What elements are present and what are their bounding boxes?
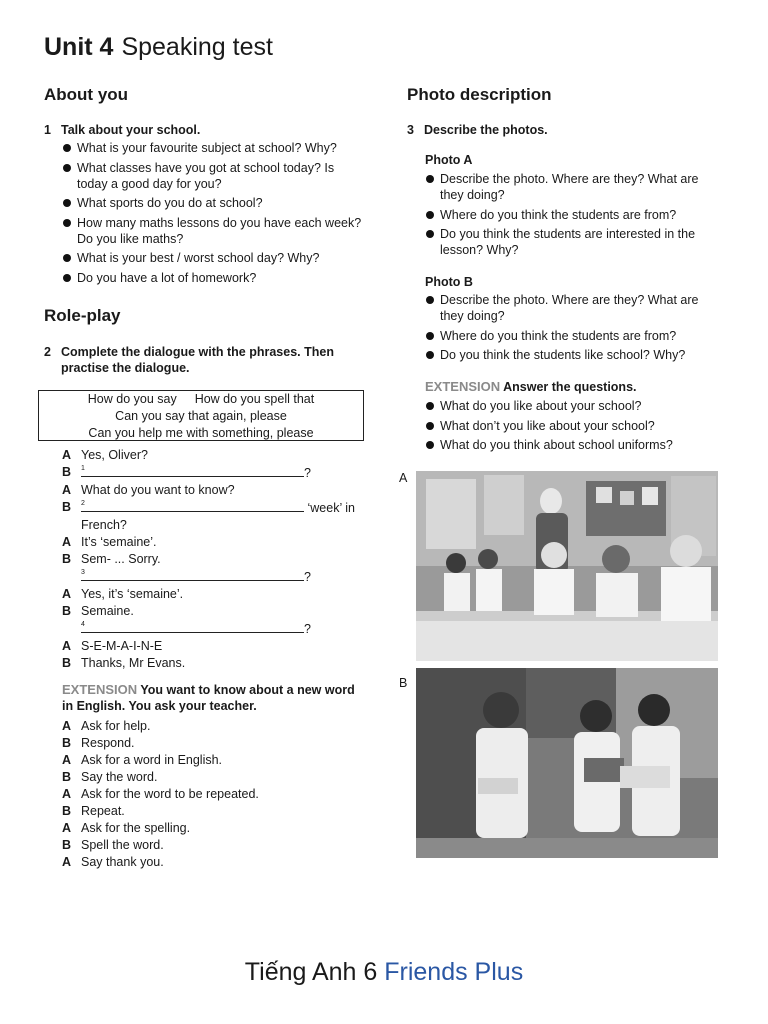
- extension-text: You want to know about a new word in English. You ask your teacher.: [62, 683, 355, 713]
- dialogue-line: B 1 ?: [62, 465, 311, 480]
- step-line: B Say the word.: [62, 770, 158, 784]
- bullet-icon: [63, 199, 71, 207]
- extension-steps: [62, 718, 362, 871]
- list-item: Describe the photo. Where are they? What are they doing?: [425, 292, 720, 324]
- page-title: [44, 33, 273, 62]
- photo-b-marker: B: [399, 676, 408, 690]
- list-item: How many maths lessons do you have each week? Do you like maths?: [62, 215, 362, 247]
- dialogue-line: B Semaine.: [62, 604, 134, 618]
- extension-label: EXTENSION: [425, 379, 501, 394]
- list-item: What don’t you like about your school?: [425, 418, 720, 434]
- list-item: Do you think the students are interested in the lesson? Why?: [425, 226, 720, 258]
- bullet-icon: [426, 332, 434, 340]
- photo-a-marker: A: [399, 471, 408, 485]
- list-item: What do you like about your school?: [425, 398, 720, 414]
- photo-a-label: Photo A: [425, 153, 473, 167]
- dialogue: [62, 447, 362, 672]
- bullet-icon: [63, 144, 71, 152]
- step-line: B Respond.: [62, 736, 135, 750]
- dialogue-line: B Sem- ... Sorry.: [62, 552, 161, 566]
- task-1: [44, 122, 374, 138]
- answer-blank[interactable]: 1: [81, 464, 304, 477]
- phrase: How do you say: [87, 392, 177, 406]
- footer-brand: [0, 958, 768, 987]
- step-line: A Ask for the spelling.: [62, 821, 191, 835]
- phrase: How do you spell that: [194, 392, 315, 406]
- dialogue-line: 4 ?: [81, 621, 311, 636]
- extension-roleplay: [62, 682, 362, 714]
- bullet-icon: [63, 254, 71, 262]
- dialogue-line: A Yes, Oliver?: [62, 448, 148, 462]
- list-item: Where do you think the students are from?: [425, 207, 720, 223]
- bullet-icon: [63, 219, 71, 227]
- list-item: Do you think the students like school? Why?: [425, 347, 720, 363]
- bullet-icon: [426, 402, 434, 410]
- step-line: A Ask for help.: [62, 719, 151, 733]
- list-item: What do you think about school uniforms?: [425, 437, 720, 453]
- unit-name: Speaking test: [121, 33, 273, 61]
- answer-blank[interactable]: 2: [81, 499, 304, 512]
- about-bullets: [62, 140, 362, 289]
- dialogue-line: B 2 ‘week’ in: [62, 500, 355, 515]
- list-item: What sports do you do at school?: [62, 195, 362, 211]
- step-line: A Ask for the word to be repeated.: [62, 787, 259, 801]
- dialogue-line: A It’s ‘semaine’.: [62, 535, 157, 549]
- step-line: B Repeat.: [62, 804, 125, 818]
- task-text: Complete the dialogue with the phrases. Then practise the dialogue.: [61, 345, 334, 375]
- footer-prefix: Tiếng Anh 6: [244, 958, 385, 986]
- bullet-icon: [426, 175, 434, 183]
- answer-blank[interactable]: 4: [81, 620, 304, 633]
- list-item: Where do you think the students are from?: [425, 328, 720, 344]
- dialogue-line: 3 ?: [81, 569, 311, 584]
- dialogue-line: B Thanks, Mr Evans.: [62, 656, 186, 670]
- bullet-icon: [426, 441, 434, 449]
- dialogue-line: A Yes, it’s ‘semaine’.: [62, 587, 184, 601]
- step-line: A Ask for a word in English.: [62, 753, 223, 767]
- phrase: Can you help me with something, please: [88, 426, 314, 440]
- bullet-icon: [426, 351, 434, 359]
- extension-label: EXTENSION: [62, 682, 138, 697]
- students-outdoor-photo: [416, 668, 718, 858]
- task-number: 2: [44, 345, 51, 359]
- list-item: What is your best / worst school day? Why?: [62, 250, 362, 266]
- step-line: B Spell the word.: [62, 838, 164, 852]
- bullet-icon: [426, 230, 434, 238]
- list-item: What is your favourite subject at school? Why?: [62, 140, 362, 156]
- task-number: 1: [44, 123, 51, 137]
- task-text: Describe the photos.: [424, 123, 548, 137]
- task-text: Talk about your school.: [61, 123, 201, 137]
- task-3: [407, 122, 727, 138]
- photo-description-heading: Photo description: [407, 85, 552, 104]
- bullet-icon: [426, 296, 434, 304]
- role-play-heading: Role-play: [44, 306, 121, 325]
- dialogue-line: A What do you want to know?: [62, 483, 235, 497]
- classroom-photo-graphic: [416, 471, 718, 661]
- dialogue-line: A S-E-M-A-I-N-E: [62, 639, 163, 653]
- list-item: Do you have a lot of homework?: [62, 270, 362, 286]
- extension-photo: [425, 379, 725, 395]
- bullet-icon: [426, 422, 434, 430]
- bullet-icon: [63, 164, 71, 172]
- footer-brand-name: Friends Plus: [384, 958, 524, 986]
- task-number: 3: [407, 123, 414, 137]
- bullet-icon: [63, 274, 71, 282]
- phrase: Can you say that again, please: [115, 409, 287, 423]
- phrase-box: [38, 390, 364, 441]
- list-item: What classes have you got at school today? Is today a good day for you?: [62, 160, 362, 192]
- answer-blank[interactable]: 3: [81, 568, 304, 581]
- extension-text: Answer the questions.: [503, 380, 637, 394]
- unit-number: Unit 4: [44, 33, 114, 61]
- extension-bullets: [425, 398, 720, 457]
- step-line: A Say thank you.: [62, 855, 164, 869]
- photo-b-bullets: [425, 292, 720, 367]
- bullet-icon: [426, 211, 434, 219]
- list-item: Describe the photo. Where are they? What are they doing?: [425, 171, 720, 203]
- about-you-heading: About you: [44, 85, 129, 104]
- photo-b-label: Photo B: [425, 275, 473, 289]
- photo-a-bullets: [425, 171, 720, 262]
- task-2: [44, 344, 354, 376]
- students-outdoor-photo-graphic: [416, 668, 718, 858]
- classroom-photo: [416, 471, 718, 661]
- dialogue-line: French?: [81, 518, 127, 532]
